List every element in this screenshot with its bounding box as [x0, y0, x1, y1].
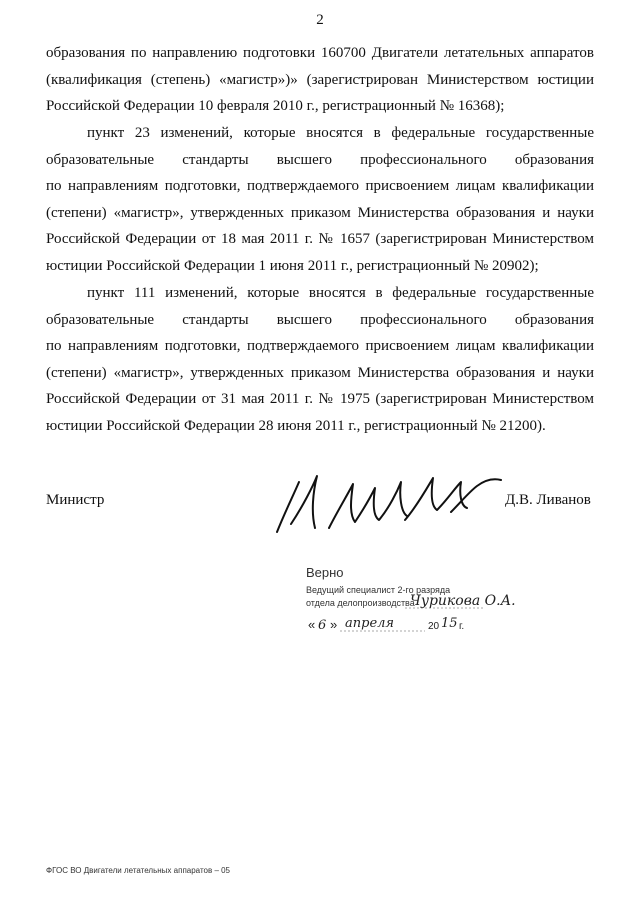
svg-text:«: « — [308, 617, 316, 632]
stamp-title: Верно — [306, 565, 344, 580]
text-line: образовательные стандарты высшего профессионального образования — [46, 311, 594, 328]
text-line: по направлениям подготовки, подтверждаемого присвоением лицам квалификации — [46, 178, 594, 194]
text-line: юстиции Российской Федерации 1 июня 2011 г., регистрационный № 20902); — [46, 257, 539, 274]
text-line: Российской Федерации от 18 мая 2011 г. № 1657 (зарегистрирован Министерством — [46, 231, 594, 247]
text-line: пункт 23 изменений, которые вносятся в федеральные государственные — [87, 125, 594, 141]
stamp-department: отдела делопроизводства — [306, 598, 415, 608]
stamp-date-year-end: г. — [459, 621, 465, 632]
text-line: Российской Федерации 10 февраля 2010 г., регистрационный № 16368); — [46, 98, 505, 114]
text-line: образовательные стандарты высшего профессионального образования — [46, 151, 594, 168]
paragraph-3 — [46, 280, 594, 439]
stamp-date-year-suffix: 15 — [441, 616, 458, 631]
document-footer: ФГОС ВО Двигатели летательных аппаратов – 05 — [46, 866, 231, 875]
text-line: (квалификация (степень) «магистр»)» (зарегистрирован Министерством юстиции — [46, 71, 594, 88]
text-line: (степени) «магистр», утвержденных приказом Министерства образования и науки — [46, 364, 594, 381]
signatory-name: Д.В. Ливанов — [505, 492, 591, 508]
paragraph-2 — [46, 120, 594, 279]
handwritten-signature — [255, 462, 505, 542]
text-line: по направлениям подготовки, подтверждаемого присвоением лицам квалификации — [46, 338, 594, 354]
svg-text:»: » — [330, 617, 338, 632]
page-number: 2 — [316, 12, 324, 28]
stamp-handwriting — [300, 585, 516, 635]
text-line: Российской Федерации от 31 мая 2011 г. № 1975 (зарегистрирован Министерством — [46, 391, 594, 407]
stamp-date-day: 6 — [318, 618, 327, 633]
stamp-handwritten-name: Чурикова О.А. — [410, 593, 516, 609]
stamp-position: Ведущий специалист 2-го разряда — [306, 585, 451, 595]
text-line: образования по направлению подготовки 160700 Двигатели летательных аппаратов — [46, 45, 594, 61]
signatory-title: Министр — [46, 492, 105, 508]
text-line: пункт 111 изменений, которые вносятся в федеральные государственные — [87, 285, 594, 301]
text-line: (степени) «магистр», утвержденных приказом Министерства образования и науки — [46, 204, 594, 221]
text-line: юстиции Российской Федерации 28 июня 2011 г., регистрационный № 21200). — [46, 417, 546, 434]
paragraph-1 — [46, 40, 594, 120]
stamp-date-year-prefix: 20 — [428, 621, 440, 632]
stamp-date-month: апреля — [345, 616, 395, 631]
